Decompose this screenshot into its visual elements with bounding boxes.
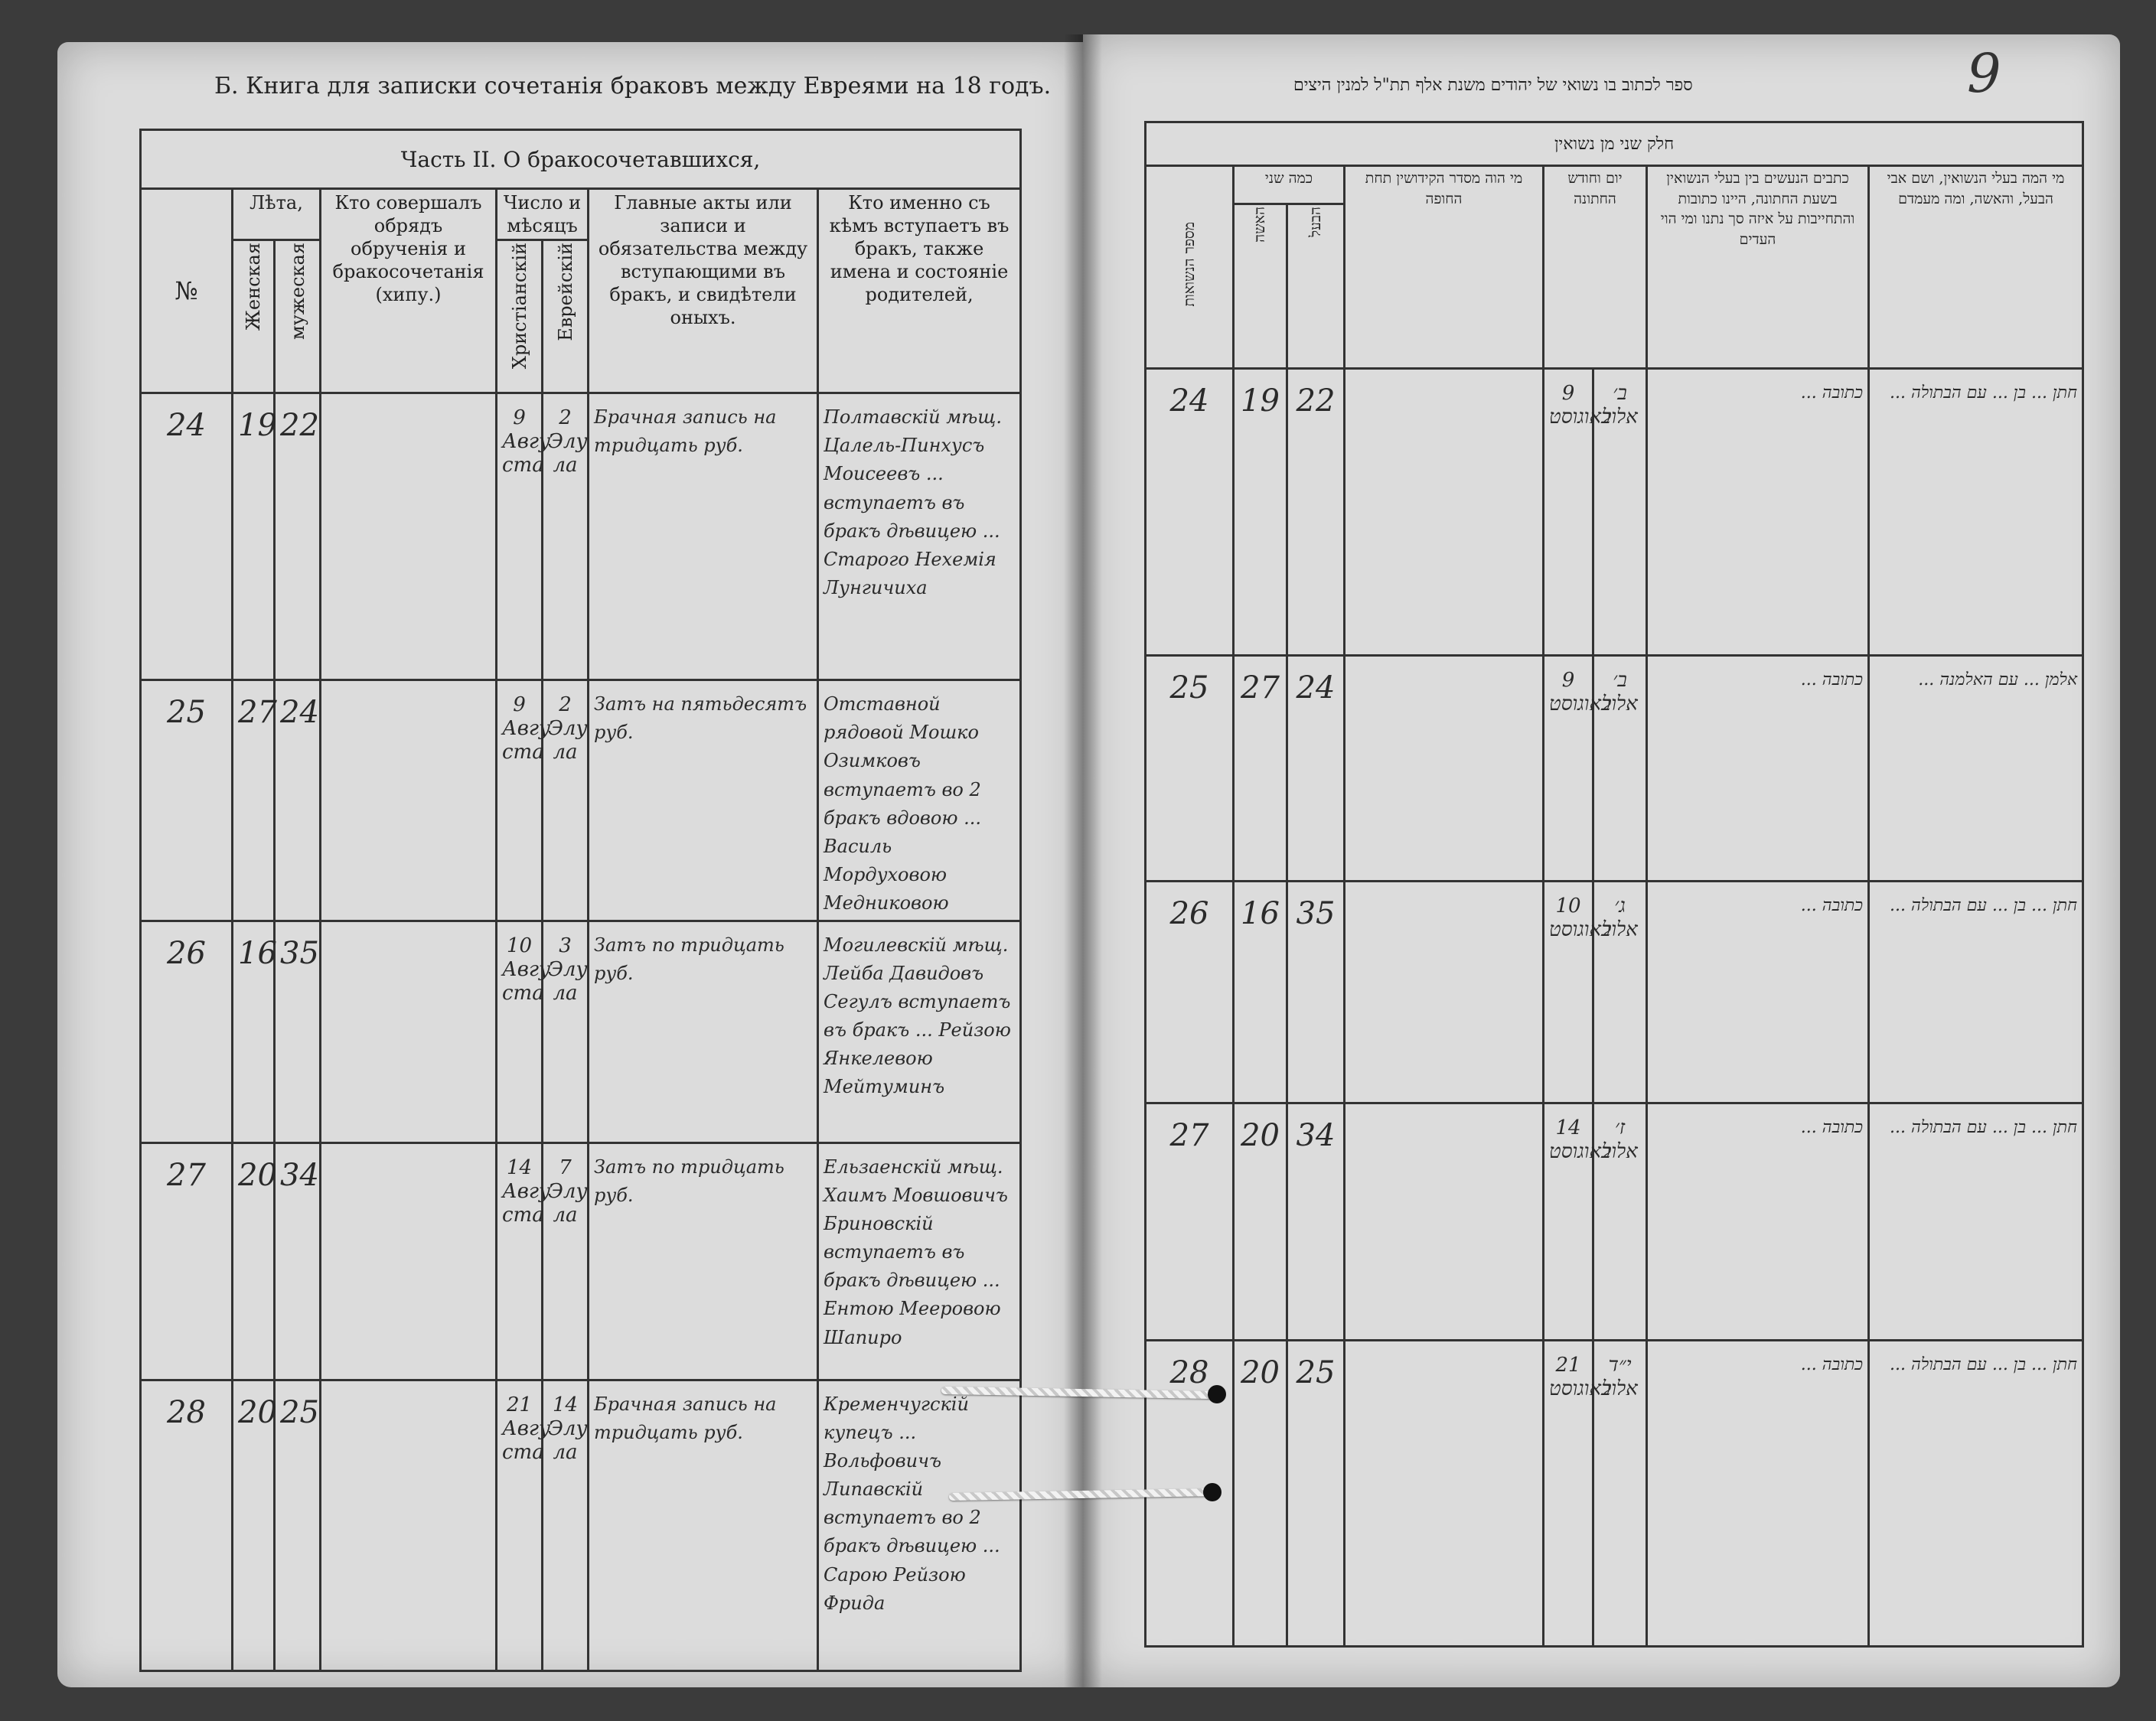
- entry-number: 26: [141, 921, 233, 1142]
- officiant-cell: [1345, 882, 1544, 1103]
- parties-text: Кременчугскій купецъ ... Вольфовичъ Липавскій вступаетъ во 2 бракъ дѣвицею ... Сарою Рейзою Фрида: [818, 1380, 1021, 1670]
- contract-text: כתובה ...: [1647, 882, 1869, 1103]
- left-page-header: Б. Книга для записки сочетанія браковъ между Евреями на 18 годъ.: [214, 73, 1052, 99]
- col-parties-header: Кто именно съ кѣмъ вступаетъ въ бракъ, также имена и состояніе родителей,: [818, 189, 1021, 393]
- acts-text: Затъ по тридцать руб.: [589, 1142, 818, 1380]
- date-civil: 9 באוגוסט: [1544, 656, 1593, 882]
- parties-text: Полтавскій мѣщ. Цалель-Пинхусъ Моисеевъ ... вступаетъ въ бракъ дѣвицею ... Старого Нехемія Лунгичиха: [818, 393, 1021, 680]
- male-age: 34: [275, 1142, 321, 1380]
- table-row: [1146, 369, 2083, 656]
- parties-text: Ельзаенскій мѣщ. Хаимъ Мовшовичъ Бриновскій вступаетъ въ бракъ дѣвицею ... Ентою Мееровою Шапиро: [818, 1142, 1021, 1380]
- right-register-table: [1144, 121, 2084, 1648]
- table-row: [141, 921, 1021, 1142]
- female-age: 27: [233, 680, 275, 921]
- date-christian: 9 Авгу ста: [497, 680, 543, 921]
- table-row: [141, 1380, 1021, 1670]
- groom-age: 25: [1287, 1341, 1345, 1647]
- date-civil: 9 באוגוסט: [1544, 369, 1593, 656]
- officiant-cell: [1345, 1341, 1544, 1647]
- table-row: [141, 680, 1021, 921]
- officiant-cell: [321, 1380, 497, 1670]
- acts-text: Затъ по тридцать руб.: [589, 921, 818, 1142]
- entry-number: 28: [141, 1380, 233, 1670]
- col-years-header: Лѣта,: [233, 189, 321, 240]
- col-bride-header: האשה: [1251, 207, 1269, 243]
- parties-text: Могилевскій мѣщ. Лейба Давидовъ Сегулъ вступаетъ въ бракъ ... Рейзою Янкелевою Мейтуминъ: [818, 921, 1021, 1142]
- date-hebrew: ז׳ אלול: [1593, 1103, 1647, 1341]
- groom-age: 24: [1287, 656, 1345, 882]
- part-title: Часть II. О бракосочетавшихся,: [141, 130, 1021, 189]
- col-groom-header: הבעל: [1306, 207, 1324, 237]
- date-christian: 14 Авгу ста: [497, 1142, 543, 1380]
- date-jewish: 3 Элу ла: [543, 921, 589, 1142]
- female-age: 20: [233, 1380, 275, 1670]
- col-date-header-he: יום וחודש החתונה: [1544, 166, 1647, 369]
- col-seq-header: מספר הנשואות: [1180, 221, 1198, 307]
- date-civil: 21 באוגוסט: [1544, 1341, 1593, 1647]
- entry-number: 25: [141, 680, 233, 921]
- col-number-header: №: [141, 189, 233, 393]
- col-date-header: Число и мѣсяцъ: [497, 189, 589, 240]
- bride-age: 20: [1234, 1103, 1287, 1341]
- female-age: 20: [233, 1142, 275, 1380]
- parties-text-he: חתן ... בן ... עם הבתולה ...: [1869, 1341, 2083, 1647]
- binding-hole: [1203, 1483, 1222, 1501]
- col-officiant-header-he: מי הוה מסדר הקידושין תחת החופה: [1345, 166, 1544, 369]
- col-male-header: мужеская: [286, 243, 308, 340]
- book-gutter: [1064, 34, 1102, 1687]
- female-age: 16: [233, 921, 275, 1142]
- parties-text-he: חתן ... בן ... עם הבתולה ...: [1869, 882, 2083, 1103]
- col-acts-header: Главные акты или записи и обязательства между вступающими въ бракъ, и свидѣтели оныхъ.: [589, 189, 818, 393]
- parties-text: Отставной рядовой Мошко Озимковъ вступаетъ во 2 бракъ вдовою ... Василь Мордуховою Медниковою: [818, 680, 1021, 921]
- officiant-cell: [321, 921, 497, 1142]
- bride-age: 16: [1234, 882, 1287, 1103]
- officiant-cell: [321, 393, 497, 680]
- officiant-cell: [1345, 369, 1544, 656]
- date-civil: 10 באוגוסט: [1544, 882, 1593, 1103]
- entry-number: 28: [1146, 1341, 1234, 1647]
- table-row: [1146, 1341, 2083, 1647]
- entry-number: 25: [1146, 656, 1234, 882]
- contract-text: כתובה ...: [1647, 656, 1869, 882]
- acts-text: Затъ на пятьдесятъ руб.: [589, 680, 818, 921]
- acts-text: Брачная запись на тридцать руб.: [589, 393, 818, 680]
- contract-text: כתובה ...: [1647, 1341, 1869, 1647]
- date-hebrew: י״ד אלול: [1593, 1341, 1647, 1647]
- bride-age: 27: [1234, 656, 1287, 882]
- groom-age: 22: [1287, 369, 1345, 656]
- date-christian: 10 Авгу ста: [497, 921, 543, 1142]
- male-age: 22: [275, 393, 321, 680]
- groom-age: 35: [1287, 882, 1345, 1103]
- contract-text: כתובה ...: [1647, 369, 1869, 656]
- date-hebrew: ב׳ אלול: [1593, 369, 1647, 656]
- acts-text: Брачная запись на тридцать руб.: [589, 1380, 818, 1670]
- date-jewish: 2 Элу ла: [543, 680, 589, 921]
- contract-text: כתובה ...: [1647, 1103, 1869, 1341]
- col-christian-header: Христіанскій: [508, 243, 530, 370]
- groom-age: 34: [1287, 1103, 1345, 1341]
- col-female-header: Женская: [243, 243, 264, 331]
- date-hebrew: ג׳ אלול: [1593, 882, 1647, 1103]
- date-christian: 9 Авгу ста: [497, 393, 543, 680]
- parties-text-he: חתן ... בן ... עם הבתולה ...: [1869, 1103, 2083, 1341]
- col-parties-header-he: מי המה בעלי הנשואין, ושם אבי הבעל, והאשה, ומה מעמדם: [1869, 166, 2083, 369]
- date-jewish: 2 Элу ла: [543, 393, 589, 680]
- part-title-hebrew: חלק שני מן נשואין: [1146, 122, 2083, 166]
- table-row: [1146, 1103, 2083, 1341]
- parties-text-he: אלמן ... עם האלמנה ...: [1869, 656, 2083, 882]
- binding-hole: [1208, 1385, 1226, 1403]
- entry-number: 24: [1146, 369, 1234, 656]
- officiant-cell: [321, 1142, 497, 1380]
- date-hebrew: ב׳ אלול: [1593, 656, 1647, 882]
- table-row: [1146, 656, 2083, 882]
- officiant-cell: [1345, 1103, 1544, 1341]
- entry-number: 27: [1146, 1103, 1234, 1341]
- male-age: 35: [275, 921, 321, 1142]
- entry-number: 24: [141, 393, 233, 680]
- male-age: 24: [275, 680, 321, 921]
- date-civil: 14 באוגוסט: [1544, 1103, 1593, 1341]
- entry-number: 27: [141, 1142, 233, 1380]
- bride-age: 20: [1234, 1341, 1287, 1647]
- col-officiant-header: Кто совершалъ обрядъ обрученія и бракосочетанія (хипу.): [321, 189, 497, 393]
- table-row: [141, 393, 1021, 680]
- date-jewish: 7 Элу ла: [543, 1142, 589, 1380]
- officiant-cell: [1345, 656, 1544, 882]
- officiant-cell: [321, 680, 497, 921]
- col-age-header: כמה שני: [1234, 166, 1345, 204]
- parties-text-he: חתן ... בן ... עם הבתולה ...: [1869, 369, 2083, 656]
- date-christian: 21 Авгу ста: [497, 1380, 543, 1670]
- table-row: [1146, 882, 2083, 1103]
- entry-number: 26: [1146, 882, 1234, 1103]
- table-row: [141, 1142, 1021, 1380]
- bride-age: 19: [1234, 369, 1287, 656]
- female-age: 19: [233, 393, 275, 680]
- male-age: 25: [275, 1380, 321, 1670]
- col-contract-header: כתבים הנעשים בין בעלי הנשואין בשעת החתונה, היינו כתובות והתחייבות על איזה סך נתנו ומי הוי העדים: [1647, 166, 1869, 369]
- col-jewish-header: Еврейскій: [554, 243, 576, 341]
- right-page-header: ספר לכתוב בו נשואי של יהודים משנת אלף תת"ל למנין היצים: [1293, 76, 1693, 95]
- page-number: 9: [1967, 42, 2001, 105]
- date-jewish: 14 Элу ла: [543, 1380, 589, 1670]
- left-register-table: [139, 129, 1022, 1672]
